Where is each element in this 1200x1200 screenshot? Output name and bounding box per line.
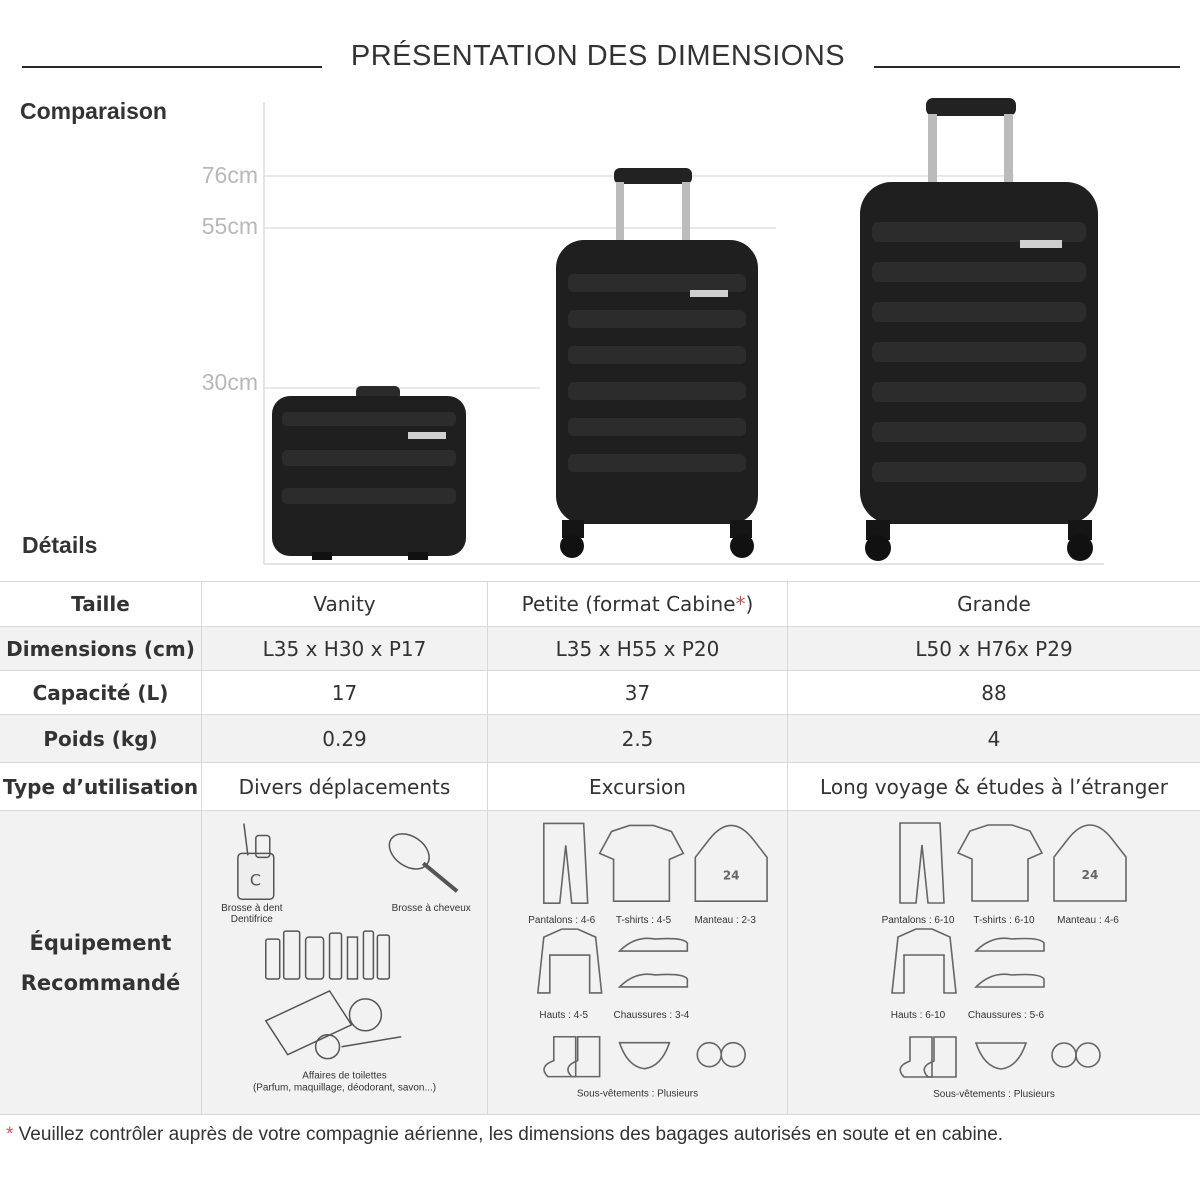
cell-grande: Long voyage & études à l’étranger	[820, 774, 1168, 799]
toilet-label-2: (Parfum, maquillage, déodorant, savon...)	[252, 1082, 437, 1094]
cell-cabine: Excursion	[488, 763, 788, 810]
toilet-label-1: Affaires de toilettes	[302, 1070, 387, 1082]
tick-label-30: 30cm	[201, 369, 258, 395]
underwear-icon	[976, 1043, 1026, 1069]
page-header	[0, 38, 1200, 78]
table-row-equipment	[0, 811, 1200, 1115]
cell-grande: L50 x H76x P29	[915, 636, 1073, 661]
asterisk: *	[735, 591, 746, 616]
cell-cabine: L35 x H55 x P20	[488, 627, 788, 670]
cell-grande: 88	[981, 680, 1007, 705]
cell-vanity: L35 x H30 x P17	[202, 627, 488, 670]
bra-icon	[1052, 1043, 1100, 1067]
footnote	[6, 1124, 1200, 1146]
row-label: Capacité (L)	[0, 671, 202, 714]
table-row-capacite	[0, 671, 1200, 715]
tshirts-label: T-shirts : 4-5	[615, 914, 672, 926]
cell-cabine	[488, 581, 788, 626]
cell-cabine: 37	[488, 671, 788, 714]
equipment-vanity	[202, 811, 488, 1114]
table-row-dimensions	[0, 627, 1200, 671]
cabine-name: Petite (format Cabine	[521, 591, 736, 616]
header-rule-left	[22, 66, 322, 68]
equipment-grande	[788, 811, 1200, 1114]
underwear-label: Sous-vêtements : Plusieurs	[933, 1088, 1055, 1100]
socks-icon	[544, 1036, 600, 1076]
bra-icon	[697, 1042, 745, 1066]
coat-label: Manteau : 4-6	[1057, 914, 1119, 926]
row-label: Taille	[0, 581, 202, 626]
cosmetics-icon	[266, 931, 402, 1059]
coat-icon	[695, 825, 767, 901]
coat-number: 24	[722, 867, 740, 882]
tick-label-55: 55cm	[201, 213, 258, 239]
underwear-icon	[620, 1042, 670, 1068]
coat-icon	[1054, 825, 1126, 901]
shoes-icon	[620, 938, 688, 987]
cabin-suitcase-illustration	[556, 168, 758, 558]
row-label: Type d’utilisation	[0, 763, 202, 810]
equipment-label-line2: Recommandé	[20, 970, 181, 995]
hairbrush-icon	[383, 826, 457, 891]
cell-cabine: 2.5	[488, 715, 788, 762]
brush-label-2: Dentifrice	[230, 913, 273, 925]
equipment-cabine	[488, 811, 788, 1114]
socks-icon	[900, 1037, 956, 1077]
cabine-suffix: )	[745, 591, 754, 616]
header-rule-right	[874, 66, 1180, 68]
size-comparison-chart	[0, 90, 1200, 580]
shirts-label: Hauts : 4-5	[539, 1009, 589, 1021]
table-row-poids	[0, 715, 1200, 763]
footnote-text: Veuillez contrôler auprès de votre compagnie aérienne, les dimensions des bagages autorisés en soute et en cabine.	[13, 1124, 1004, 1145]
row-label: Dimensions (cm)	[0, 627, 202, 670]
cell-vanity: 0.29	[202, 715, 488, 762]
section-comparaison-label: Comparaison	[20, 98, 167, 124]
cell-vanity: 17	[202, 671, 488, 714]
svg-text:C: C	[249, 869, 261, 889]
shoes-label: Chaussures : 5-6	[967, 1009, 1045, 1021]
cell-grande: Grande	[957, 591, 1031, 616]
cell-vanity: Divers déplacements	[202, 763, 488, 810]
toothbrush-cup-icon	[238, 823, 274, 899]
tshirt-icon	[958, 825, 1042, 901]
coat-number: 24	[1081, 867, 1099, 882]
pants-icon	[900, 823, 944, 903]
tshirt-icon	[600, 825, 684, 901]
row-label-equipment	[0, 811, 202, 1114]
page-title: PRÉSENTATION DES DIMENSIONS	[350, 40, 846, 72]
shirts-label: Hauts : 6-10	[890, 1009, 946, 1021]
cell-vanity: Vanity	[202, 581, 488, 626]
pants-label: Pantalons : 4-6	[528, 914, 596, 926]
vanity-case-illustration	[272, 386, 466, 560]
underwear-label: Sous-vêtements : Plusieurs	[576, 1088, 699, 1100]
pants-icon	[544, 823, 588, 903]
row-label: Poids (kg)	[0, 715, 202, 762]
cell-grande: 4	[987, 726, 1001, 751]
tick-label-76: 76cm	[201, 162, 258, 188]
table-row-taille	[0, 581, 1200, 627]
equipment-label-line1: Équipement	[29, 930, 172, 955]
shirt-icon	[538, 929, 602, 993]
shoes-icon	[976, 938, 1044, 987]
section-details-label: Détails	[22, 532, 98, 558]
pants-label: Pantalons : 6-10	[881, 914, 955, 926]
shoes-label: Chaussures : 3-4	[613, 1009, 690, 1021]
tshirts-label: T-shirts : 6-10	[973, 914, 1035, 926]
footnote-asterisk: *	[6, 1124, 14, 1145]
brush-label-1: Brosse à dent	[221, 902, 283, 914]
coat-label: Manteau : 2-3	[694, 914, 756, 926]
large-suitcase-illustration	[860, 98, 1098, 561]
shirt-icon	[892, 929, 956, 993]
hairbrush-label: Brosse à cheveux	[391, 902, 471, 914]
table-row-usage	[0, 763, 1200, 811]
